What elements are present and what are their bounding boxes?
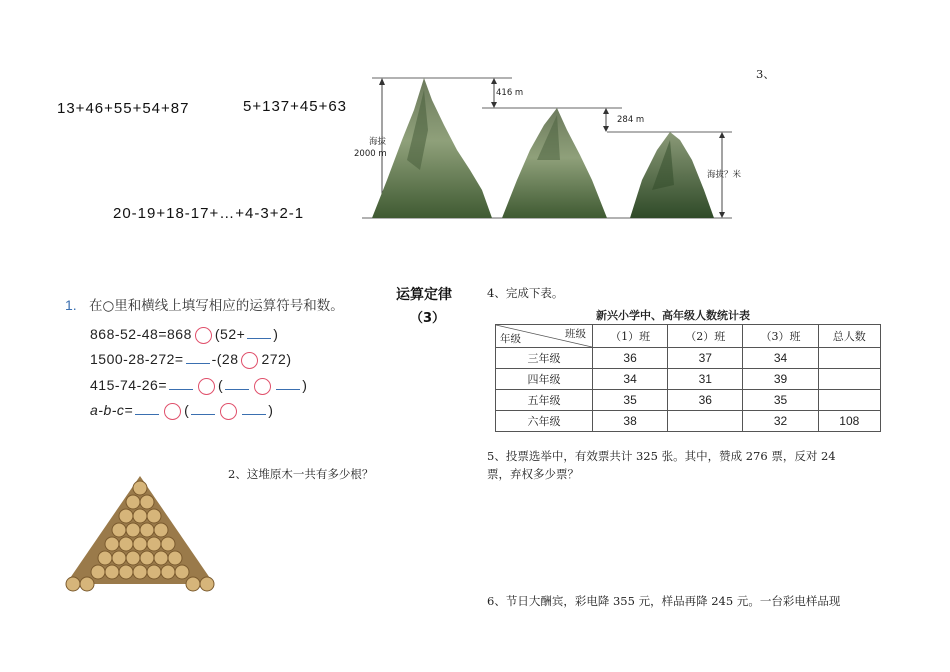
- answer-circle[interactable]: [164, 403, 181, 420]
- question-6-text: 6、节日大酬宾，彩电降 355 元，样品再降 245 元。一台彩电样品现: [487, 594, 841, 608]
- table-cell: 36: [593, 348, 668, 369]
- table-corner-cell: 班级 年级: [496, 325, 593, 348]
- table-row: [496, 411, 881, 432]
- answer-blank[interactable]: [135, 402, 159, 415]
- table-header-row: [496, 325, 881, 348]
- row-label: 五年级: [496, 390, 593, 411]
- answer-blank[interactable]: [247, 326, 271, 339]
- mountain-figure: [352, 70, 737, 225]
- table-cell: 32: [743, 411, 818, 432]
- row-label: 六年级: [496, 411, 593, 432]
- question-4-label: 4、完成下表。: [487, 286, 564, 300]
- table-cell-blank[interactable]: [818, 348, 880, 369]
- answer-blank[interactable]: [225, 377, 249, 390]
- table-cell: 36: [668, 390, 743, 411]
- table-cell: 35: [593, 390, 668, 411]
- altitude-label: 海拔: [369, 137, 387, 147]
- column-header: （2）班: [668, 325, 743, 348]
- question-5-line-2: 票，弃权多少票？: [487, 467, 579, 481]
- equation-line-1: 868-52-48=868 (52+ ): [90, 326, 279, 342]
- equation-line-3: 415-74-26= ( ): [90, 377, 308, 393]
- table-row: [496, 390, 881, 411]
- table-cell: 37: [668, 348, 743, 369]
- altitude-value: 2000 m: [354, 149, 387, 159]
- answer-blank[interactable]: [276, 377, 300, 390]
- table-cell: 108: [818, 411, 880, 432]
- table-cell: 35: [743, 390, 818, 411]
- calc-expression-1: 13+46+55+54+87: [57, 100, 190, 117]
- table-cell: 34: [743, 348, 818, 369]
- answer-circle[interactable]: [220, 403, 237, 420]
- answer-blank[interactable]: [242, 402, 266, 415]
- log-pile-image: [60, 472, 220, 594]
- question-1-text: 在○里和横线上填写相应的运算符号和数。: [88, 298, 344, 314]
- answer-blank[interactable]: [186, 351, 210, 364]
- height-diff-2: 284 m: [617, 115, 645, 125]
- question-3-label: 3、: [756, 67, 775, 81]
- unknown-altitude-label: 海拔？米: [707, 170, 742, 180]
- equation-line-4: a-b-c= ( ): [90, 402, 274, 418]
- answer-blank[interactable]: [191, 402, 215, 415]
- column-header: （3）班: [743, 325, 818, 348]
- question-2-text: 2、这堆原木一共有多少根？: [228, 467, 374, 481]
- row-label: 四年级: [496, 369, 593, 390]
- height-diff-1: 416 m: [496, 88, 524, 98]
- table-cell: 39: [743, 369, 818, 390]
- page-subtitle: （3）: [410, 311, 446, 326]
- table-cell-blank[interactable]: [818, 369, 880, 390]
- answer-circle[interactable]: [195, 327, 212, 344]
- column-header: （1）班: [593, 325, 668, 348]
- table-title: 新兴小学中、高年级人数统计表: [596, 309, 750, 322]
- calc-expression-2: 5+137+45+63: [243, 98, 348, 115]
- table-cell: 31: [668, 369, 743, 390]
- table-cell: 34: [593, 369, 668, 390]
- calc-expression-3: 20-19+18-17+…+4-3+2-1: [113, 205, 305, 222]
- answer-circle[interactable]: [254, 378, 271, 395]
- answer-circle[interactable]: [198, 378, 215, 395]
- table-cell-blank[interactable]: [818, 390, 880, 411]
- answer-circle[interactable]: [241, 352, 258, 369]
- table-row: [496, 348, 881, 369]
- question-1-header: [65, 294, 344, 314]
- equation-line-2: 1500-28-272= -(28 272): [90, 351, 292, 367]
- question-1-number: 1.: [65, 297, 77, 313]
- table-cell: 38: [593, 411, 668, 432]
- answer-blank[interactable]: [169, 377, 193, 390]
- column-header: 总人数: [818, 325, 880, 348]
- question-5-line-1: 5、投票选举中，有效票共计 325 张。其中，赞成 276 票，反对 24: [487, 449, 836, 463]
- grade-stats-table: [495, 324, 881, 432]
- page-title: 运算定律: [396, 287, 452, 303]
- table-row: [496, 369, 881, 390]
- table-cell-blank[interactable]: [668, 411, 743, 432]
- row-label: 三年级: [496, 348, 593, 369]
